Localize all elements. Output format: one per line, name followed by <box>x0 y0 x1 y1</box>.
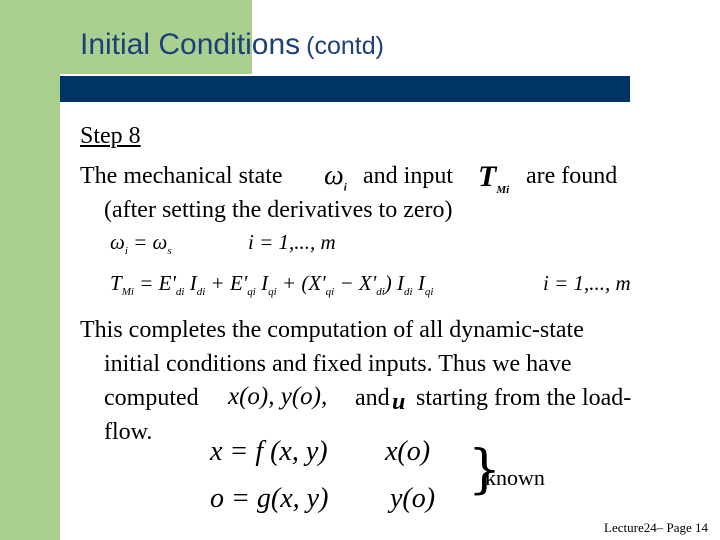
para-line1: This completes the computation of all dynamic-state <box>80 317 584 343</box>
line2-text: (after setting the derivatives to zero) <box>104 197 453 223</box>
right-brace-icon: } <box>468 440 502 500</box>
known-label: known <box>485 465 545 490</box>
page-footer: Lecture24– Page 14 <box>604 520 708 535</box>
xo-label: x(o) <box>385 436 431 467</box>
equation-index-range-2: i = 1,..., m <box>543 271 631 295</box>
equation-omega: $\omega_i = \omega_s$ <box>110 230 172 258</box>
equation-index-range-1: i = 1,..., m <box>248 230 336 254</box>
para-line3-a: computed <box>104 385 199 411</box>
tmi-formula: $T_{Mi}$ <box>478 160 510 196</box>
title-suffix: (contd) <box>306 32 384 60</box>
omega-i-formula: $\omega_i$ <box>324 160 347 194</box>
para-line3-c: starting from the load- <box>416 385 632 411</box>
title-main: Initial Conditions <box>80 28 301 61</box>
xo-yo-formula: x(o), y(o), <box>228 383 328 410</box>
line1-text-c: are found <box>526 163 618 189</box>
step-label: Step 8 <box>80 123 141 149</box>
yo-label: y(o) <box>390 483 436 514</box>
green-side-strip <box>0 74 60 540</box>
equation-tmi: $T_{Mi} = E'_{di}$ $I_{di} + E'_{qi}$ $I_{qi} + (X'_{qi} - X'_{di})$ $I_{di}$ $I_{qi}$ <box>110 271 434 299</box>
para-line3-b: and <box>355 385 390 411</box>
equation-f: x = f (x, y) <box>210 436 328 467</box>
para-line2: initial conditions and fixed inputs. Thus we have <box>104 351 572 377</box>
u-formula: u <box>392 389 406 415</box>
line1-text-b: and input <box>363 163 453 189</box>
line1-text-a: The mechanical state <box>80 163 283 189</box>
para-line4: flow. <box>104 419 153 445</box>
equation-g: o = g(x, y) <box>210 483 329 514</box>
slide-title <box>80 28 384 62</box>
title-underline-bar <box>60 76 630 102</box>
